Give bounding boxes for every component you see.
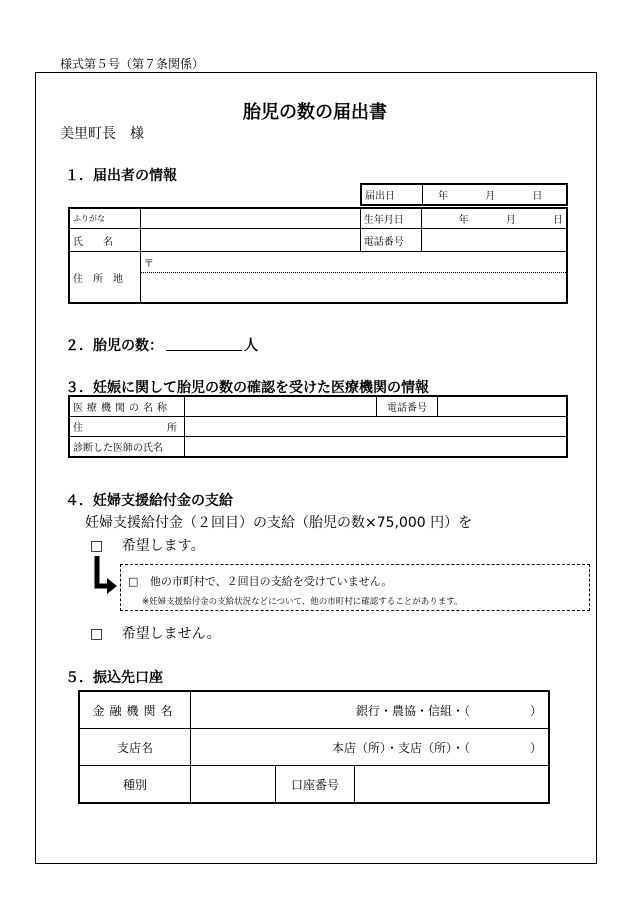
filing-date-field[interactable] — [423, 184, 568, 205]
option-no[interactable] — [90, 623, 221, 643]
option-no-label: 希望しません。 — [121, 626, 221, 642]
birth-day-label: 日 — [553, 215, 563, 226]
section-1-heading: １．届出者の情報 — [65, 168, 177, 184]
sub-option[interactable] — [128, 573, 392, 589]
section-5-heading: ５．振込先口座 — [65, 670, 163, 686]
birthdate-label: 生年月日 — [360, 208, 421, 229]
birth-month-label: 月 — [505, 215, 516, 226]
institution-address-label — [69, 417, 185, 437]
birth-year-label: 年 — [458, 215, 469, 226]
checkbox-yes[interactable]: □ — [90, 538, 104, 554]
phone-field[interactable] — [421, 229, 567, 252]
page-title: 胎児の数の届出書 — [243, 102, 387, 123]
option-yes[interactable] — [90, 535, 205, 555]
option-yes-label: 希望します。 — [121, 538, 205, 554]
bank-account-table — [78, 690, 550, 804]
arrow-down-right-icon — [93, 556, 119, 596]
postal-field[interactable] — [140, 252, 567, 273]
account-label: 口座番号 — [276, 766, 355, 804]
section-3-heading: ３．妊娠に関して胎児の数の確認を受けた医療機関の情報 — [65, 380, 429, 396]
filing-date-label: 届出日 — [361, 184, 423, 205]
branch-label: 支店名 — [79, 729, 191, 766]
phone-label: 電話番号 — [360, 229, 421, 252]
postal-mark: 〒 — [143, 258, 154, 270]
address-field[interactable] — [140, 273, 567, 303]
doctor-label: 診断した医師の氏名 — [69, 437, 185, 458]
name-label: 氏 名 — [69, 229, 140, 252]
bank-label: 金融機関名 — [79, 691, 191, 729]
section-4-heading: ４．妊婦支援給付金の支給 — [65, 493, 233, 509]
fetus-count-field[interactable] — [166, 350, 242, 351]
day-label: 日 — [532, 191, 543, 202]
furigana-field[interactable] — [140, 208, 360, 229]
doctor-field[interactable] — [185, 437, 568, 458]
address-label: 住 所 地 — [69, 252, 140, 304]
recipient: 美里町長 様 — [60, 126, 144, 142]
sub-option-note: ※妊婦支援給付金の支給状況などについて、他の市町村に確認することがあります。 — [142, 597, 463, 607]
branch-field[interactable]: 本店（所）・支店（所）・（ ） — [191, 729, 550, 766]
birthdate-field[interactable] — [421, 208, 567, 229]
account-field[interactable] — [355, 766, 550, 804]
bank-field[interactable]: 銀行・農協・信組・（ ） — [191, 691, 550, 729]
section-2-heading: ２．胎児の数： — [65, 338, 163, 354]
institution-field[interactable] — [185, 396, 377, 417]
fetus-unit: 人 — [244, 338, 258, 354]
furigana-label: ふりがな — [69, 208, 140, 229]
checkbox-sub-option[interactable]: □ — [128, 575, 139, 588]
institution-label: 医療機関の名称 — [69, 396, 185, 417]
address-char-2: 所 — [167, 423, 177, 434]
month-label: 月 — [485, 191, 496, 202]
sub-option-label: 他の市町村で、２回目の支給を受けていません。 — [149, 575, 393, 588]
institution-phone-field[interactable] — [438, 396, 568, 417]
address-char-1: 住 — [73, 423, 83, 434]
type-field[interactable] — [191, 766, 276, 804]
payment-description: 妊婦支援給付金（２回目）の支給（胎児の数×75,000 円）を — [85, 515, 473, 531]
institution-phone-label: 電話番号 — [377, 396, 438, 417]
applicant-table — [68, 207, 568, 304]
filing-date-box — [360, 183, 568, 206]
checkbox-no[interactable]: □ — [90, 626, 104, 642]
name-field[interactable] — [140, 229, 360, 252]
year-label: 年 — [438, 191, 448, 202]
institution-address-field[interactable] — [185, 417, 568, 437]
type-label: 種別 — [79, 766, 191, 804]
form-number: 様式第５号（第７条関係） — [60, 57, 205, 71]
medical-institution-table — [68, 395, 568, 458]
